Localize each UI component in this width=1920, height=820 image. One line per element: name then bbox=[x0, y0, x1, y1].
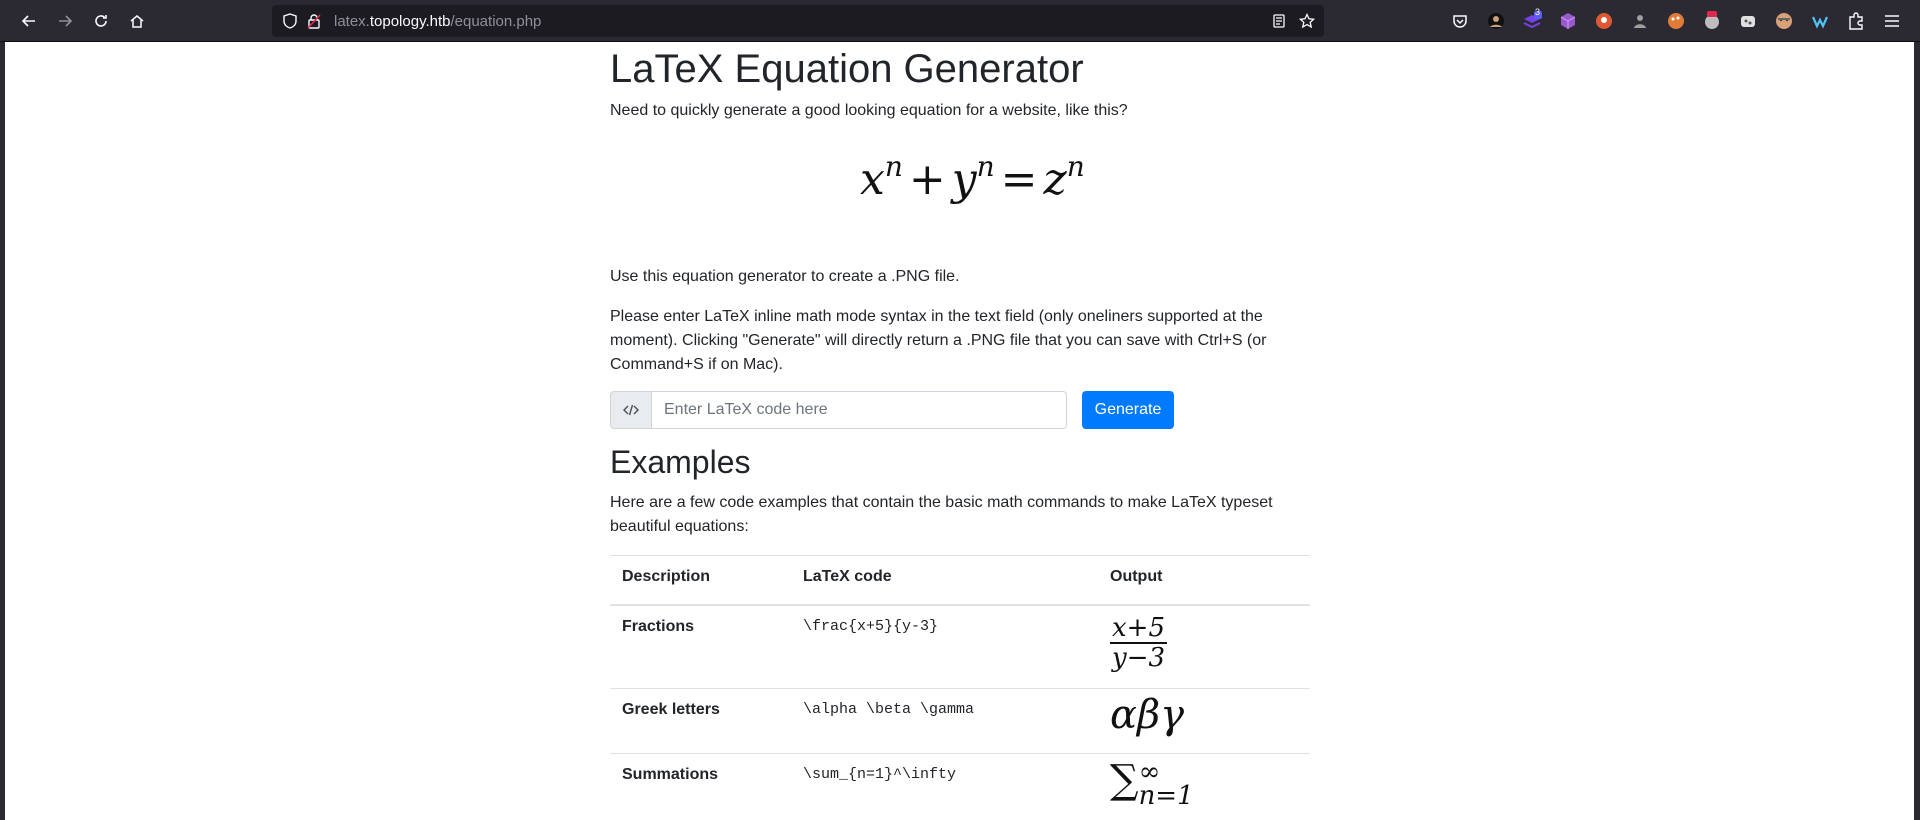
hero-exp-1: n bbox=[884, 150, 903, 183]
home-icon bbox=[129, 13, 145, 29]
hero-op-plus: + bbox=[908, 154, 946, 205]
row-code: \sum_{n=1}^\infty bbox=[791, 754, 1098, 820]
bookmark-star-icon[interactable] bbox=[1299, 13, 1315, 29]
arrow-right-icon bbox=[57, 13, 73, 29]
hero-equation-image bbox=[860, 150, 1090, 230]
fraction-denominator: y−3 bbox=[1112, 642, 1166, 673]
fraction-output-image bbox=[1110, 614, 1167, 672]
recorder-extension-icon[interactable] bbox=[1702, 11, 1722, 31]
wappalyzer-icon[interactable] bbox=[1810, 11, 1830, 31]
summation-output-image bbox=[1110, 757, 1194, 811]
arrow-left-icon bbox=[21, 13, 37, 29]
header-description: Description bbox=[610, 556, 791, 605]
intro-text: Need to quickly generate a good looking equation for a website, like this? bbox=[610, 102, 1128, 119]
fraction-numerator: x+5 bbox=[1110, 614, 1167, 644]
account-avatar-icon[interactable] bbox=[1486, 11, 1506, 31]
palette-extension-icon[interactable] bbox=[1666, 11, 1686, 31]
examples-heading: Examples bbox=[610, 444, 751, 480]
reload-button[interactable] bbox=[89, 9, 113, 33]
shield-icon[interactable] bbox=[282, 13, 298, 29]
row-code: \frac{x+5}{y-3} bbox=[791, 605, 1098, 689]
code-icon bbox=[623, 402, 639, 418]
url-path: /equation.php bbox=[450, 13, 542, 30]
examples-text: Here are a few code examples that contain the basic math commands to make LaTeX typeset beautiful equations: bbox=[610, 494, 1273, 535]
url-host: topology.htb bbox=[369, 13, 451, 30]
cookie-extension-icon[interactable] bbox=[1738, 11, 1758, 31]
row-output bbox=[1098, 689, 1310, 754]
row-code: \alpha \beta \gamma bbox=[791, 689, 1098, 754]
row-description: Fractions bbox=[610, 605, 791, 689]
greek-output-image: αβγ bbox=[1110, 692, 1185, 738]
back-button[interactable] bbox=[17, 9, 41, 33]
duckduckgo-icon[interactable] bbox=[1594, 11, 1614, 31]
extensions-puzzle-icon[interactable] bbox=[1846, 11, 1866, 31]
examples-table bbox=[610, 555, 1310, 820]
row-output bbox=[1098, 754, 1310, 820]
browser-toolbar bbox=[0, 0, 1920, 42]
hero-op-equals: = bbox=[1000, 154, 1038, 205]
reload-icon bbox=[93, 13, 109, 29]
row-description: Summations bbox=[610, 754, 791, 820]
hero-base-z: z bbox=[1043, 154, 1067, 205]
hero-base-x: x bbox=[860, 154, 885, 205]
use-text: Use this equation generator to create a .PNG file. bbox=[610, 268, 960, 285]
spy-extension-icon[interactable] bbox=[1630, 11, 1650, 31]
pocket-icon[interactable] bbox=[1450, 11, 1470, 31]
table-row bbox=[610, 689, 1310, 754]
table-header-row bbox=[610, 556, 1310, 605]
instructions-text: Please enter LaTeX inline math mode syntax in the text field (only oneliners supported at the moment). Clicking "Generate" will directly return a .PNG file that you can save with Ctrl+S (or Command+S if on Mac). bbox=[610, 308, 1267, 373]
input-prepend bbox=[610, 391, 652, 429]
hamburger-menu-icon[interactable] bbox=[1882, 11, 1902, 31]
url-subdomain: latex. bbox=[334, 13, 370, 30]
generate-button[interactable]: Generate bbox=[1082, 391, 1174, 429]
page-title: LaTeX Equation Generator bbox=[610, 47, 1084, 91]
sum-lower-limit: n=1 bbox=[1138, 781, 1194, 811]
sum-limits bbox=[1138, 757, 1194, 811]
hero-base-y: y bbox=[951, 154, 977, 205]
extension-badge-count: 3 bbox=[1535, 7, 1541, 17]
latex-code-input[interactable] bbox=[652, 391, 1067, 429]
extension-stack-icon[interactable] bbox=[1522, 7, 1542, 31]
row-output bbox=[1098, 605, 1310, 689]
header-output: Output bbox=[1098, 556, 1310, 605]
reader-view-icon[interactable] bbox=[1271, 13, 1287, 29]
row-description: Greek letters bbox=[610, 689, 791, 754]
hero-exp-2: n bbox=[976, 150, 995, 183]
lock-insecure-icon[interactable] bbox=[306, 13, 322, 29]
home-button[interactable] bbox=[125, 9, 149, 33]
latex-input-group bbox=[610, 391, 1067, 429]
header-latex-code: LaTeX code bbox=[791, 556, 1098, 605]
cube-extension-icon[interactable] bbox=[1558, 11, 1578, 31]
table-row bbox=[610, 754, 1310, 820]
page-scrollbar[interactable] bbox=[1914, 42, 1920, 820]
face-extension-icon[interactable] bbox=[1774, 11, 1794, 31]
forward-button[interactable] bbox=[53, 9, 77, 33]
url-text[interactable] bbox=[334, 13, 541, 30]
sum-upper-limit: ∞ bbox=[1138, 757, 1161, 787]
url-bar[interactable] bbox=[272, 5, 1324, 37]
page-left-edge bbox=[0, 42, 5, 820]
hero-exp-3: n bbox=[1066, 150, 1085, 183]
sum-symbol: ∑ bbox=[1110, 757, 1139, 803]
table-row bbox=[610, 605, 1310, 689]
